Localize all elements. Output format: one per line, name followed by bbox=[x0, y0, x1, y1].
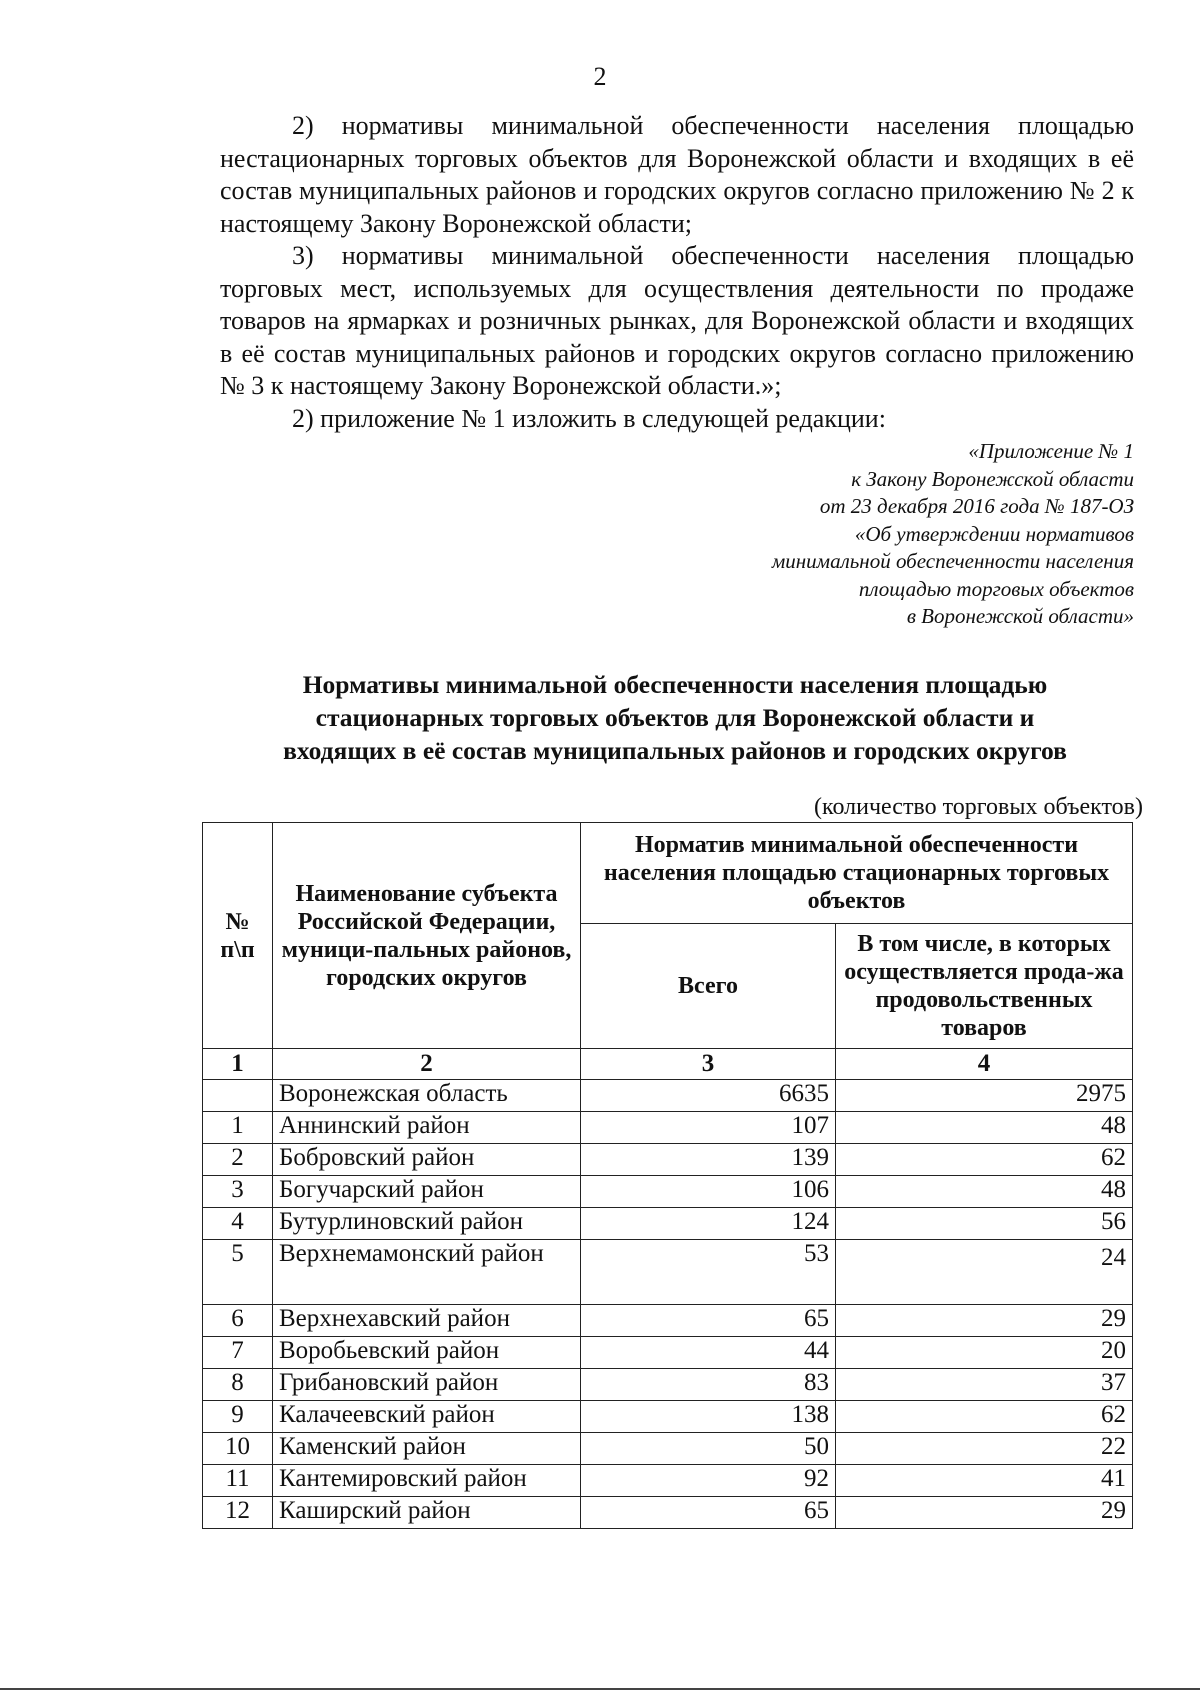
page-number: 2 bbox=[593, 62, 607, 91]
paragraph-appendix-1-change: 2) приложение № 1 изложить в следующей редакции: bbox=[292, 403, 886, 433]
row-name: Калачеевский район bbox=[273, 1401, 581, 1433]
table-body bbox=[203, 1080, 1133, 1529]
table-row bbox=[203, 1208, 1133, 1240]
title-line: стационарных торговых объектов для Воронежской области и bbox=[315, 703, 1035, 732]
row-number: 9 bbox=[203, 1401, 273, 1433]
row-total: 44 bbox=[581, 1337, 836, 1369]
appendix-line: к Закону Воронежской области bbox=[851, 466, 1134, 491]
row-name: Бутурлиновский район bbox=[273, 1208, 581, 1240]
table-row bbox=[203, 1433, 1133, 1465]
row-number bbox=[203, 1080, 273, 1112]
row-food: 29 bbox=[836, 1497, 1133, 1529]
row-total: 139 bbox=[581, 1144, 836, 1176]
row-name: Каширский район bbox=[273, 1497, 581, 1529]
row-name: Воробьевский район bbox=[273, 1337, 581, 1369]
row-total: 65 bbox=[581, 1305, 836, 1337]
appendix-line: в Воронежской области» bbox=[906, 604, 1134, 628]
title-line: Нормативы минимальной обеспеченности населения площадью bbox=[302, 670, 1048, 699]
row-number: 10 bbox=[203, 1433, 273, 1465]
row-name: Богучарский район bbox=[273, 1176, 581, 1208]
row-total: 65 bbox=[581, 1497, 836, 1529]
row-name: Кантемировский район bbox=[273, 1465, 581, 1497]
row-number: 11 bbox=[203, 1465, 273, 1497]
row-number: 6 bbox=[203, 1305, 273, 1337]
page-bottom-rule bbox=[0, 1688, 1200, 1690]
row-name: Аннинский район bbox=[273, 1112, 581, 1144]
row-food: 22 bbox=[836, 1433, 1133, 1465]
header-total: Всего bbox=[581, 924, 836, 1049]
table-row bbox=[203, 1337, 1133, 1369]
table-row bbox=[203, 1144, 1133, 1176]
table-row bbox=[203, 1305, 1133, 1337]
row-food: 48 bbox=[836, 1176, 1133, 1208]
table-row bbox=[203, 1240, 1133, 1305]
row-food: 29 bbox=[836, 1305, 1133, 1337]
header-name: Наименование субъекта Российской Федерации, муници-пальных районов, городских округов bbox=[273, 823, 581, 1049]
table-row bbox=[203, 1465, 1133, 1497]
row-food: 62 bbox=[836, 1144, 1133, 1176]
header-num: № п\п bbox=[203, 823, 273, 1049]
paragraph-item-2: 2) нормативы минимальной обеспеченности населения площадью нестационарных торговых объектов для Воронежской области и входящих в её состав муниципальных районов и городских округов согласно приложению № 2 к настоящему Закону Воронежской области; bbox=[220, 111, 1134, 238]
header-food: В том числе, в которых осуществляется прода-жа продовольственных товаров bbox=[836, 924, 1133, 1049]
row-number: 3 bbox=[203, 1176, 273, 1208]
appendix-line: минимальной обеспеченности населения bbox=[771, 549, 1134, 573]
norms-table bbox=[202, 822, 1133, 1529]
body-text bbox=[220, 110, 1134, 435]
row-name: Воронежская область bbox=[273, 1080, 581, 1112]
row-number: 8 bbox=[203, 1369, 273, 1401]
row-name: Каменский район bbox=[273, 1433, 581, 1465]
appendix-line: «Об утверждении нормативов bbox=[854, 521, 1134, 546]
title-line: входящих в её состав муниципальных районов и городских округов bbox=[283, 736, 1067, 765]
row-total: 83 bbox=[581, 1369, 836, 1401]
row-total: 106 bbox=[581, 1176, 836, 1208]
row-number: 4 bbox=[203, 1208, 273, 1240]
row-total: 50 bbox=[581, 1433, 836, 1465]
header-group-norm: Норматив минимальной обеспеченности населения площадью стационарных торговых объектов bbox=[581, 823, 1133, 924]
column-index: 2 bbox=[273, 1049, 581, 1080]
row-name: Верхнехавский район bbox=[273, 1305, 581, 1337]
column-index: 4 bbox=[836, 1049, 1133, 1080]
table-row bbox=[203, 1497, 1133, 1529]
table-row bbox=[203, 1176, 1133, 1208]
row-food: 2975 bbox=[836, 1080, 1133, 1112]
row-total: 53 bbox=[581, 1240, 836, 1305]
column-index: 1 bbox=[203, 1049, 273, 1080]
paragraph-item-3: 3) нормативы минимальной обеспеченности населения площадью торговых мест, используемых для осуществления деятельности по продаже товаров на ярмарках и розничных рынках, для Воронежской области и входящих в её состав муниципальных районов и городских округов согласно приложению № 3 к настоящему Закону Воронежской области.»; bbox=[220, 241, 1134, 400]
row-food: 20 bbox=[836, 1337, 1133, 1369]
row-number: 5 bbox=[203, 1240, 273, 1305]
appendix-line: площадью торговых объектов bbox=[858, 576, 1134, 601]
row-total: 6635 bbox=[581, 1080, 836, 1112]
document-title bbox=[200, 668, 1150, 767]
row-total: 124 bbox=[581, 1208, 836, 1240]
row-food: 48 bbox=[836, 1112, 1133, 1144]
row-food: 24 bbox=[836, 1240, 1133, 1305]
norms-table-wrapper bbox=[202, 822, 1132, 1529]
row-total: 138 bbox=[581, 1401, 836, 1433]
row-total: 92 bbox=[581, 1465, 836, 1497]
row-number: 2 bbox=[203, 1144, 273, 1176]
table-row bbox=[203, 1112, 1133, 1144]
row-number: 12 bbox=[203, 1497, 273, 1529]
row-food: 62 bbox=[836, 1401, 1133, 1433]
appendix-header bbox=[574, 438, 1134, 631]
row-number: 7 bbox=[203, 1337, 273, 1369]
row-food: 56 bbox=[836, 1208, 1133, 1240]
row-name: Грибановский район bbox=[273, 1369, 581, 1401]
units-note: (количество торговых объектов) bbox=[814, 794, 1143, 820]
table-row bbox=[203, 1080, 1133, 1112]
row-name: Бобровский район bbox=[273, 1144, 581, 1176]
table-row bbox=[203, 1369, 1133, 1401]
row-food: 41 bbox=[836, 1465, 1133, 1497]
column-index: 3 bbox=[581, 1049, 836, 1080]
row-food: 37 bbox=[836, 1369, 1133, 1401]
table-row bbox=[203, 1401, 1133, 1433]
row-name: Верхнемамонский район bbox=[273, 1240, 581, 1305]
row-number: 1 bbox=[203, 1112, 273, 1144]
appendix-line: от 23 декабря 2016 года № 187-ОЗ bbox=[819, 494, 1134, 518]
row-total: 107 bbox=[581, 1112, 836, 1144]
appendix-line: «Приложение № 1 bbox=[968, 439, 1134, 463]
